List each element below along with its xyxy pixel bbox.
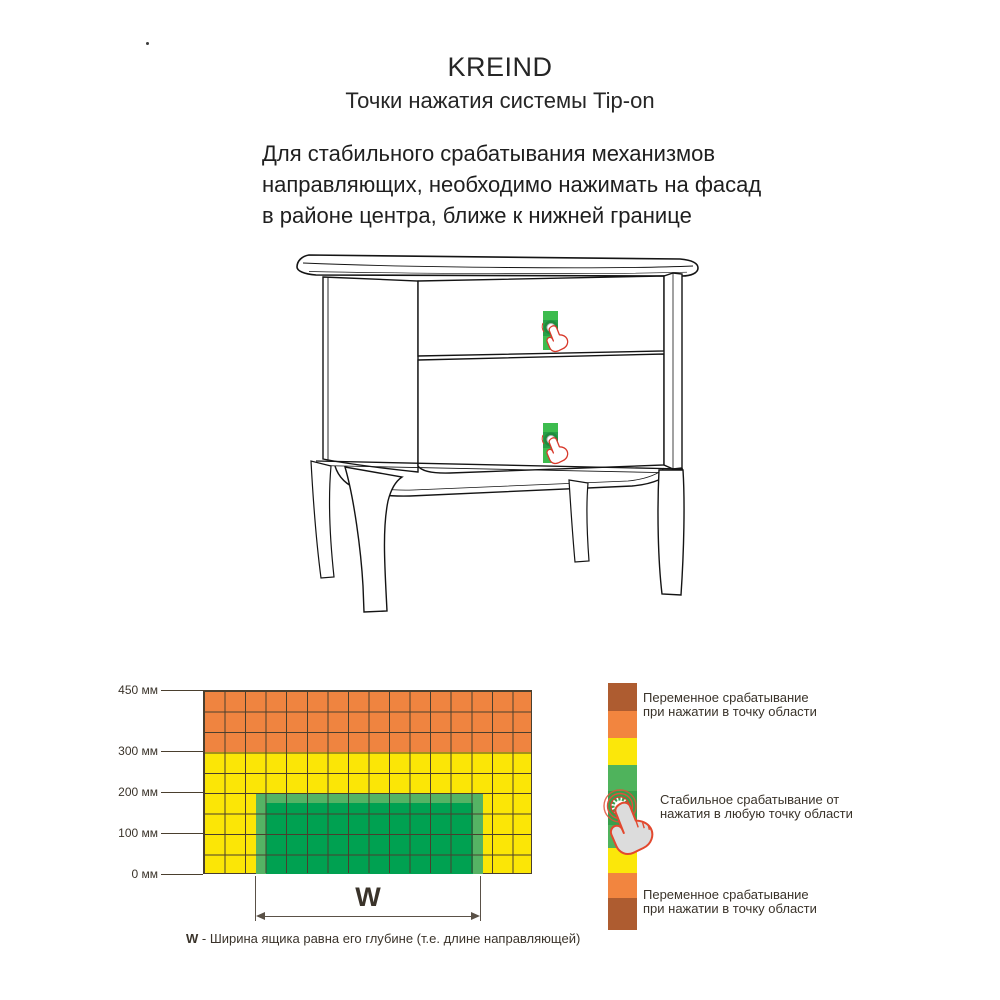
cabinet-top (297, 255, 698, 276)
grid-lines (204, 691, 531, 873)
intro-paragraph (262, 138, 762, 231)
legend-item-variable-bottom-line1: Переменное срабатывание (643, 887, 809, 902)
w-caption (186, 931, 580, 946)
legend-item-variable-bottom (643, 888, 817, 915)
legend-seg-brown-bottom (608, 898, 637, 930)
rear-left-leg (311, 461, 334, 578)
legs (311, 461, 684, 612)
tick-300 (161, 751, 203, 752)
drawer-fronts (418, 276, 664, 473)
w-extension-line-right (480, 876, 481, 921)
legend-seg-brown-top (608, 683, 637, 711)
axis-label-450: 450 мм (118, 683, 158, 697)
intro-line-3: в районе центра, ближе к нижней границе (262, 203, 692, 228)
intro-line-1: Для стабильного срабатывания механизмов (262, 141, 716, 166)
legend-seg-orange-bottom (608, 873, 637, 898)
legend-seg-yellow-top (608, 738, 637, 765)
legend-item-variable-top (643, 691, 817, 718)
legend-item-variable-top-line1: Переменное срабатывание (643, 690, 809, 705)
cabinet-right-stile (664, 273, 682, 469)
cabinet-left-panel (323, 277, 418, 472)
legend-seg-orange-top (608, 711, 637, 738)
page-subtitle: Точки нажатия системы Tip-on (345, 88, 655, 113)
axis-label-100: 100 мм (118, 826, 158, 840)
tick-0 (161, 874, 203, 875)
w-arrowhead-right (471, 912, 480, 920)
tick-100 (161, 833, 203, 834)
front-left-leg (345, 467, 402, 612)
axis-label-0: 0 мм (131, 867, 158, 881)
print-speck (146, 42, 149, 45)
w-label: W (355, 882, 381, 912)
front-right-leg (569, 480, 589, 562)
tick-450 (161, 690, 203, 691)
intro-line-2: направляющих, необходимо нажимать на фасад (262, 172, 762, 197)
legend-item-variable-top-line2: при нажатии в точку области (643, 703, 817, 719)
rear-right-leg (658, 470, 684, 595)
axis-label-300: 300 мм (118, 744, 158, 758)
axis-label-200: 200 мм (118, 785, 158, 799)
w-arrowhead-left (256, 912, 265, 920)
legend-item-variable-bottom-line2: при нажатии в точку области (643, 900, 817, 916)
press-zone-grid (203, 690, 532, 874)
legend-item-stable-line1: Стабильное срабатывание от (660, 792, 840, 807)
w-caption-term: W (186, 931, 199, 946)
brand-title: KREIND (447, 52, 553, 82)
tick-200 (161, 792, 203, 793)
nightstand-drawing (250, 240, 750, 630)
legend-item-stable (660, 793, 853, 820)
legend-item-stable-line2: нажатия в любую точку области (660, 805, 853, 821)
w-dimension-line (258, 916, 478, 917)
w-caption-text: - Ширина ящика равна его глубине (т.е. длине направляющей) (198, 931, 581, 946)
